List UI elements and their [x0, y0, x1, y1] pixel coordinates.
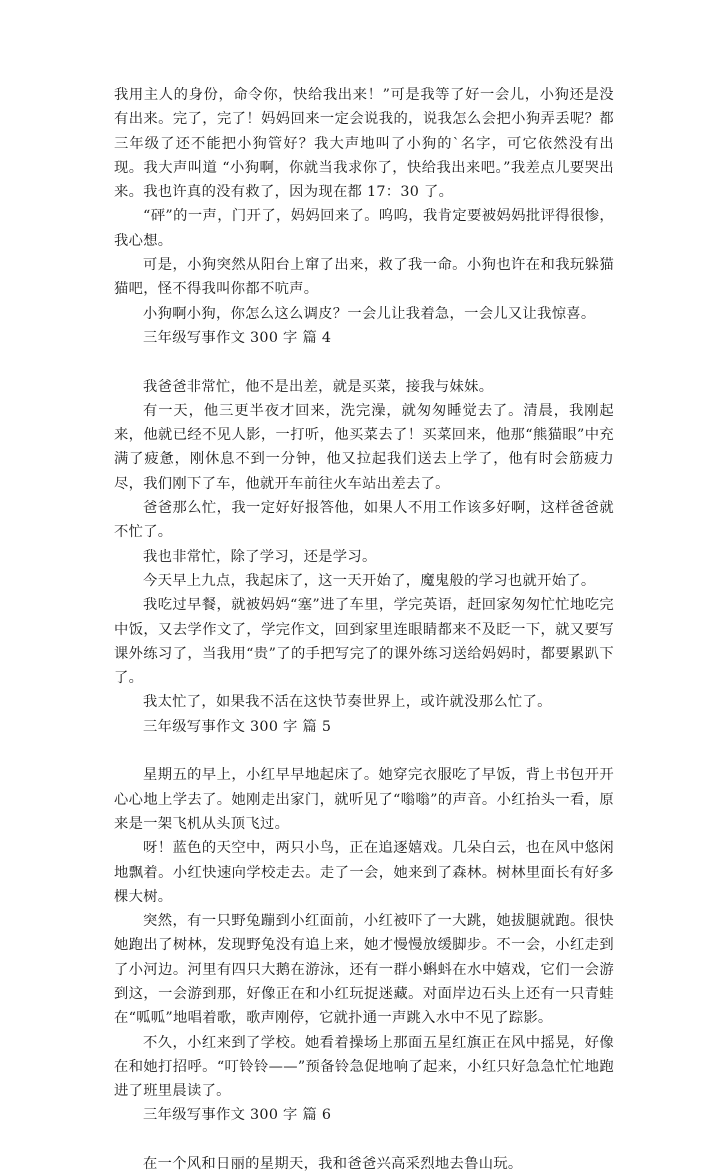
- paragraph: 我吃过早餐，就被妈妈“塞”进了车里，学完英语，赶回家匆匆忙忙地吃完中饭，又去学作文了，学完作文，回到家里连眼睛都来不及眨一下，就又要写课外练习了，当我用“贵”了的手把写完了的课外练习送给妈妈时，都要累趴下了。: [114, 597, 614, 687]
- paragraph: 今天早上九点，我起床了，这一天开始了，魔鬼般的学习也就开始了。: [143, 572, 596, 589]
- paragraph: 不久，小红来到了学校。她看着操场上那面五星红旗正在风中摇晃，好像在和她打招呼。“叮铃铃——”预备铃急促地响了起来，小红只好急急忙忙地跑进了班里晨读了。: [114, 1034, 614, 1100]
- paragraph: 我爸爸非常忙，他不是出差，就是买菜，接我与妹妹。: [143, 378, 494, 395]
- paragraph: 我用主人的身份，命令你，快给我出来！”可是我等了好一会儿，小狗还是没有出来。完了，完了！妈妈回来一定会说我的，说我怎么会把小狗弄丢呢？都三年级了还不能把小狗管好？我大声地叫了小狗的`名字，可它依然没有出现。我大声叫道 “小狗啊，你就当我求你了，快给我出来吧。”我差点儿要哭出来。我也许真的没有救了，因为现在都 17：30 了。: [114, 87, 614, 201]
- paragraph: 爸爸那么忙，我一定好好报答他，如果人不用工作该多好啊，这样爸爸就不忙了。: [114, 500, 614, 541]
- paragraph: 呀！蓝色的天空中，两只小鸟，正在追逐嬉戏。几朵白云，也在风中悠闲地飘着。小红快速向学校走去。走了一会，她来到了森林。树林里面长有好多棵大树。: [114, 840, 614, 905]
- paragraph: “砰”的一声，门开了，妈妈回来了。呜呜，我肯定要被妈妈批评得很惨，我心想。: [114, 208, 614, 249]
- paragraph: 我也非常忙，除了学习，还是学习。: [143, 548, 377, 565]
- paragraph: 可是，小狗突然从阳台上窜了出来，救了我一命。小狗也许在和我玩躲猫猫吧，怪不得我叫你都不吭声。: [114, 257, 614, 298]
- document-body: [114, 83, 614, 1176]
- paragraph: 有一天，他三更半夜才回来，洗完澡，就匆匆睡觉去了。清晨，我刚起来，他就已经不见人影，一打听，他买菜去了！买菜回来，他那“熊猫眼”中充满了疲惫，刚休息不到一分钟，他又拉起我们送去上学了，他有时会筋疲力尽，我们刚下了车，他就开车前往火车站出差去了。: [114, 402, 614, 492]
- paragraph: 在一个风和日丽的星期天，我和爸爸兴高采烈地去鲁山玩。: [143, 1156, 523, 1173]
- paragraph: 我太忙了，如果我不活在这快节奏世界上，或许就没那么忙了。: [143, 694, 552, 711]
- paragraph: 小狗啊小狗，你怎么这么调皮？一会儿让我着急，一会儿又让我惊喜。: [143, 305, 596, 322]
- section-title: 三年级写事作文 300 字 篇 4: [143, 329, 332, 346]
- paragraph: 星期五的早上，小红早早地起床了。她穿完衣服吃了早饭，背上书包开开心心地上学去了。她刚走出家门，就听见了“嗡嗡”的声音。小红抬头一看，原来是一架飞机从头顶飞过。: [114, 767, 614, 832]
- section-title: 三年级写事作文 300 字 篇 5: [143, 718, 332, 735]
- section-title: 三年级写事作文 300 字 篇 6: [143, 1107, 332, 1124]
- paragraph: 突然，有一只野兔蹦到小红面前，小红被吓了一大跳，她拔腿就跑。很快她跑出了树林，发现野兔没有追上来，她才慢慢放缓脚步。不一会，小红走到了小河边。河里有四只大鹅在游泳，还有一群小蝌蚪在水中嬉戏，它们一会游到这，一会游到那，好像正在和小红玩捉迷藏。对面岸边石头上还有一只青蛙在“呱呱”地唱着歌，歌声刚停，它就扑通一声跳入水中不见了踪影。: [114, 913, 614, 1027]
